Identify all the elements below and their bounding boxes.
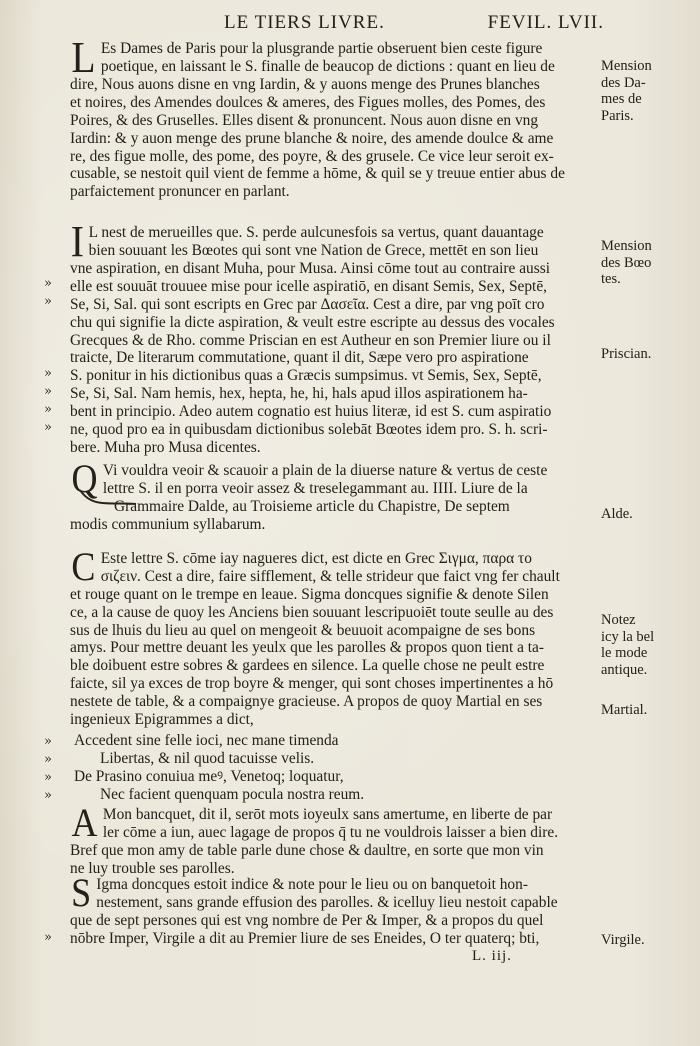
verse-line: De Prasino conuiua meꝰ, Venetoq; loquatur, xyxy=(74,767,344,785)
text-line: modis communium syllabarum. xyxy=(70,515,266,533)
paragraph-1 xyxy=(70,33,590,201)
margin-note-line: mes de xyxy=(601,91,642,107)
margin-note-line: Mension xyxy=(601,58,652,74)
margin-note-paris xyxy=(601,58,696,124)
margin-note-alde xyxy=(601,506,696,523)
text-line: S. ponitur in his dictionibus quas a Græcis sumpsimus. vt Semis, Sex, Septē, xyxy=(70,367,542,385)
quotation-mark: » xyxy=(44,366,52,381)
drop-initial-s: S xyxy=(71,870,92,915)
margin-note-martial xyxy=(601,702,696,719)
margin-note-line: Notez xyxy=(601,612,636,628)
text-line: re, des figue molle, des pome, des poyre, & des grusele. Ce vice leur seroit ex- xyxy=(70,147,554,165)
drop-initial-c: C xyxy=(71,544,96,589)
text-line: bere. Muha pro Musa dicentes. xyxy=(70,438,261,456)
margin-note-line: Alde. xyxy=(601,506,633,522)
text-line: Igma doncques estoit indice & note pour le lieu ou on banquetoit hon- xyxy=(96,876,528,893)
text-line: sus de lhuis du lieu au quel on mengeoit & beuuoit acompaigne de ses bons xyxy=(70,621,536,639)
text-line: Bref que mon amy de table parle dune chose & daultre, en sorte que mon vin xyxy=(70,841,544,859)
text-line: Grammaire Dalde, au Troisieme article du Chapistre, De septem xyxy=(114,497,510,515)
drop-initial-i: I xyxy=(70,217,84,266)
quotation-mark: » xyxy=(44,770,52,785)
quotation-mark: » xyxy=(44,788,52,803)
quotation-mark: » xyxy=(44,930,52,945)
text-line: amys. Pour mettre deuant les yeulx que les parolles & propos quon tient a ta- xyxy=(70,639,545,657)
margin-note-line: des Da- xyxy=(601,74,646,91)
verse-line: Libertas, & nil quod tacuisse velis. xyxy=(100,749,315,767)
quotation-mark: » xyxy=(44,294,52,309)
text-line: Este lettre S. cōme iay nagueres dict, est dicte en Grec Σιγμα, παρα το xyxy=(100,550,532,567)
text-line: Es Dames de Paris pour la plusgrande partie obseruent bien ceste figure xyxy=(100,40,543,57)
text-line: et rouge quant on le trempe en leaue. Sigma doncques signifie & denote Silen xyxy=(70,585,549,603)
margin-note-line: icy la bel xyxy=(601,628,655,645)
text-line: nōbre Imper, Virgile a dit au Premier liure de ses Eneides, O ter quaterq; bti, xyxy=(70,929,540,947)
margin-note-notez xyxy=(601,612,696,678)
text-line: Se, Si, Sal. qui sont escripts en Grec par Δασεῖα. Cest a dire, par vng poīt cro xyxy=(70,295,545,313)
text-line: traicte, De literarum commutatione, quant il dit, Sæpe vero pro aspiratione xyxy=(70,349,529,367)
margin-note-line: Priscian. xyxy=(601,346,652,362)
text-line: que de sept persones qui est vng nombre de Per & Imper, & a propos du quel xyxy=(70,911,544,929)
text-line: nestement, sans grande effusion des parolles. & icelluy lieu nestoit capable xyxy=(96,893,558,911)
quotation-mark: » xyxy=(44,420,52,435)
margin-note-line: Virgile. xyxy=(601,932,645,948)
text-line: parfaictement pronuncer en parlant. xyxy=(70,183,290,201)
text-line: poetique, en laissant le S. finalle de beaucop de dictions : quant en lieu de xyxy=(100,57,555,75)
margin-note-priscian xyxy=(601,346,696,363)
text-line: Vi vouldra veoir & scauoir a plain de la diuerse nature & vertus de ceste xyxy=(102,462,548,479)
text-line: L nest de merueilles que. S. perde aulcunesfois sa vertus, quant dauantage xyxy=(88,224,544,241)
running-header xyxy=(224,12,604,36)
drop-initial-l: L xyxy=(71,33,96,82)
margin-note-line: Martial. xyxy=(601,702,648,718)
text-line: nestete de table, & a compaignye gracieuse. A propos de quoy Martial en ses xyxy=(70,693,543,711)
paragraph-3 xyxy=(70,456,590,534)
text-line: et noires, des Amendes doulces & ameres, des Figues molles, des Pomes, des xyxy=(70,93,546,111)
text-line: Iardin: & y auon menge des prune blanche & noire, des amende doulce & ame xyxy=(70,129,554,147)
header-book-title: LE TIERS LIVRE. xyxy=(224,12,385,33)
quotation-mark: » xyxy=(44,752,52,767)
quotation-mark: » xyxy=(44,734,52,749)
text-line: ler cōme a iun, auec lagage de propos q̄ tu ne vouldrois laisser a bien dire. xyxy=(102,823,559,841)
verse-line: Nec facient quenquam pocula nostra reum. xyxy=(100,785,365,803)
text-line: ingenieux Epigrammes a dict, xyxy=(70,711,254,729)
text-line: chu qui signifie la dicte aspiration, & veult estre escripte au dessus des vocales xyxy=(70,313,555,331)
text-line: ne luy trouble ses parolles. xyxy=(70,859,235,877)
flourish-ornament xyxy=(78,486,138,508)
margin-note-virgile xyxy=(601,932,696,949)
text-line: bent in principio. Adeo autem cognatio est huius literæ, id est S. cum aspiratio xyxy=(70,403,552,421)
martial-verses xyxy=(70,732,590,804)
paragraph-2 xyxy=(70,217,590,457)
quotation-mark: » xyxy=(44,384,52,399)
margin-note-line: des Bœo xyxy=(601,254,652,271)
verse-line: Accedent sine felle ioci, nec mane timenda xyxy=(74,732,339,749)
text-line: vne aspiration, en disant Muha, pour Musa. Ainsi cōme tout au contraire aussi xyxy=(70,260,551,277)
margin-note-line: le mode xyxy=(601,645,648,661)
text-line: σιζειν. Cest a dire, faire sifflement, & telle strideur que faict vng fer chault xyxy=(100,567,560,585)
text-line: faicte, sil ya exces de trop boyre & menger, qui sont choses impertinentes a hō xyxy=(70,675,554,693)
signature-mark: L. iij. xyxy=(472,948,512,964)
text-line: ne, quod pro ea in quibusdam dictionibus solebāt Bœotes idem pro. S. h. scri- xyxy=(70,421,548,439)
text-line: ble doibuent estre sobres & gardees en silence. La quelle chose ne peult estre xyxy=(70,657,545,675)
text-line: Mon bancquet, dit il, serōt mots ioyeulx sans amertume, en liberte de par xyxy=(102,806,553,823)
text-line: dire, Nous auons disne en vng Iardin, & y auons menge des Prunes blanches xyxy=(70,76,540,93)
drop-initial-q: Q xyxy=(71,456,98,501)
text-line: elle est souuāt trouuee mise pour icelle aspiratiō, en disant Semis, Sex, Septē, xyxy=(70,277,547,295)
quotation-mark: » xyxy=(44,402,52,417)
paragraph-6 xyxy=(70,870,590,948)
margin-note-line: Paris. xyxy=(601,107,634,124)
margin-note-line: Mension xyxy=(601,238,652,254)
paragraph-5 xyxy=(70,800,590,878)
paragraph-4 xyxy=(70,544,590,729)
text-line: cusable, se nestoit quil vient de femme a hōme, & quil se y treuue entier abus de xyxy=(70,165,565,183)
text-line: Se, Si, Sal. Nam hemis, hex, hepta, he, hi, hals apud illos aspirationem ha- xyxy=(70,385,528,403)
margin-note-line: antique. xyxy=(601,661,648,678)
header-folio: FEVIL. LVII. xyxy=(487,12,604,33)
margin-note-boeotes xyxy=(601,238,696,288)
text-line: lettre S. il en porra veoir assez & treselegammant au. IIII. Liure de la xyxy=(102,479,528,497)
quotation-mark: » xyxy=(44,276,52,291)
drop-initial-a: A xyxy=(71,800,98,845)
text-line: Poires, & des Gruselles. Elles disent & pronuncent. Nous auon disne en vng xyxy=(70,111,539,129)
text-line: bien souuant les Bœotes qui sont vne Nation de Grece, mettēt en son lieu xyxy=(88,241,539,259)
text-line: ce, a la cause de quoy les Anciens bien souuant lescripuoiēt toute seulle au des xyxy=(70,603,554,621)
margin-note-line: tes. xyxy=(601,271,621,287)
text-line: Grecques & de Rho. comme Priscian en est Autheur en son Premier liure ou il xyxy=(70,331,551,349)
